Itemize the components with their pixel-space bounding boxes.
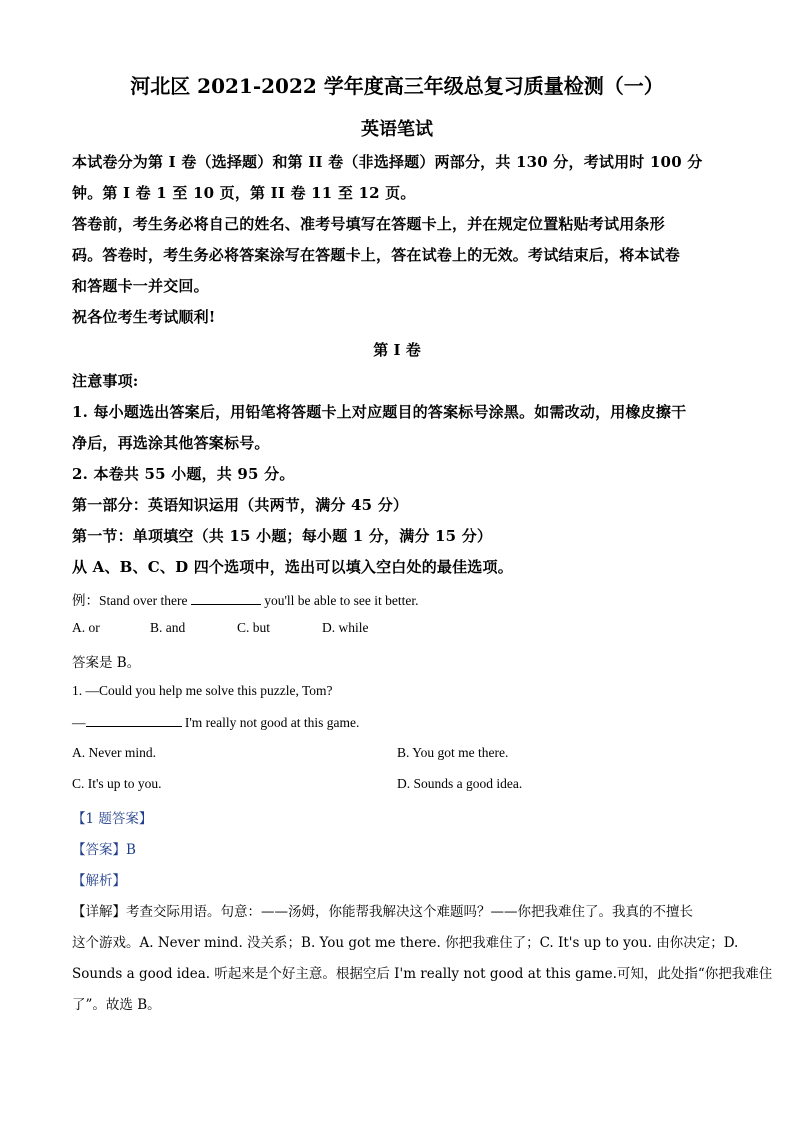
example-option-c: C. but (237, 620, 271, 635)
intro-line-3: 答卷前，考生务必将自己的姓名、准考号填写在答题卡上，并在规定位置粘贴考试用条形 (72, 215, 665, 233)
answer-blank (191, 592, 261, 605)
exam-subtitle: 英语笔试 (361, 119, 433, 140)
question-1-option-b: B. You got me there. (397, 745, 509, 760)
question-1-option-d: D. Sounds a good idea. (397, 776, 523, 791)
sub-1-heading: 第一节：单项填空（共 15 小题；每小题 1 分，满分 15 分） (72, 527, 493, 545)
intro-line-2: 钟。第 I 卷 1 至 10 页，第 II 卷 11 至 12 页。 (72, 184, 416, 202)
answer-block-tag: 【1 题答案】 (72, 811, 153, 827)
instruction: 从 A、B、C、D 四个选项中，选出可以填入空白处的最佳选项。 (72, 558, 513, 576)
example-answer: 答案是 B。 (72, 655, 141, 671)
notice-2: 2. 本卷共 55 小题，共 95 分。 (72, 465, 295, 483)
reply-dash: — (72, 715, 86, 730)
question-1-option-a: A. Never mind. (72, 745, 156, 760)
question-1-stem: 1. —Could you help me solve this puzzle, Tom? (72, 683, 333, 698)
intro-line-1: 本试卷分为第 I 卷（选择题）和第 II 卷（非选择题）两部分，共 130 分，考试用时 100 分 (72, 153, 703, 171)
intro-line-5: 和答题卡一并交回。 (72, 277, 209, 295)
part-1-heading: 第一部分：英语知识运用（共两节，满分 45 分） (72, 496, 409, 514)
intro-line-4: 码。答卷时，考生务必将答案涂写在答题卡上，答在试卷上的无效。考试结束后，将本试卷 (72, 246, 681, 264)
example-stem (72, 589, 418, 609)
example-option-d: D. while (322, 620, 369, 635)
example-option-a: A. or (72, 620, 100, 635)
notice-1a: 1. 每小题选出答案后，用铅笔将答题卡上对应题目的答案标号涂黑。如需改动，用橡皮擦干 (72, 403, 687, 421)
detail-line-4: 了”。故选 B。 (72, 997, 161, 1013)
exam-title: 河北区 2021-2022 学年度高三年级总复习质量检测（一） (130, 74, 664, 98)
answer-blank (86, 714, 182, 727)
example-suffix: you'll be able to see it better. (264, 593, 419, 608)
detail-line-1: 【详解】考查交际用语。句意：——汤姆，你能帮我解决这个难题吗？——你把我难住了。我真的不擅长 (72, 904, 693, 920)
intro-line-6: 祝各位考生考试顺利! (72, 308, 216, 326)
answer-tag: 【答案】B (72, 842, 136, 858)
detail-line-2: 这个游戏。A. Never mind. 没关系；B. You got me there. 你把我难住了；C. It's up to you. 由你决定；D. (72, 935, 739, 951)
notice-title: 注意事项: (72, 372, 139, 390)
example-prefix: 例：Stand over there (72, 593, 188, 608)
reply-suffix: I'm really not good at this game. (184, 715, 360, 730)
example-option-b: B. and (150, 620, 186, 635)
notice-1b: 净后，再选涂其他答案标号。 (72, 434, 270, 452)
section-heading: 第 I 卷 (373, 341, 421, 359)
question-1-reply (72, 714, 359, 731)
question-1-option-c: C. It's up to you. (72, 776, 162, 791)
detail-line-3: Sounds a good idea. 听起来是个好主意。根据空后 I'm really not good at this game.可知，此处指“你把我难住 (72, 966, 773, 982)
analysis-tag: 【解析】 (72, 873, 126, 889)
